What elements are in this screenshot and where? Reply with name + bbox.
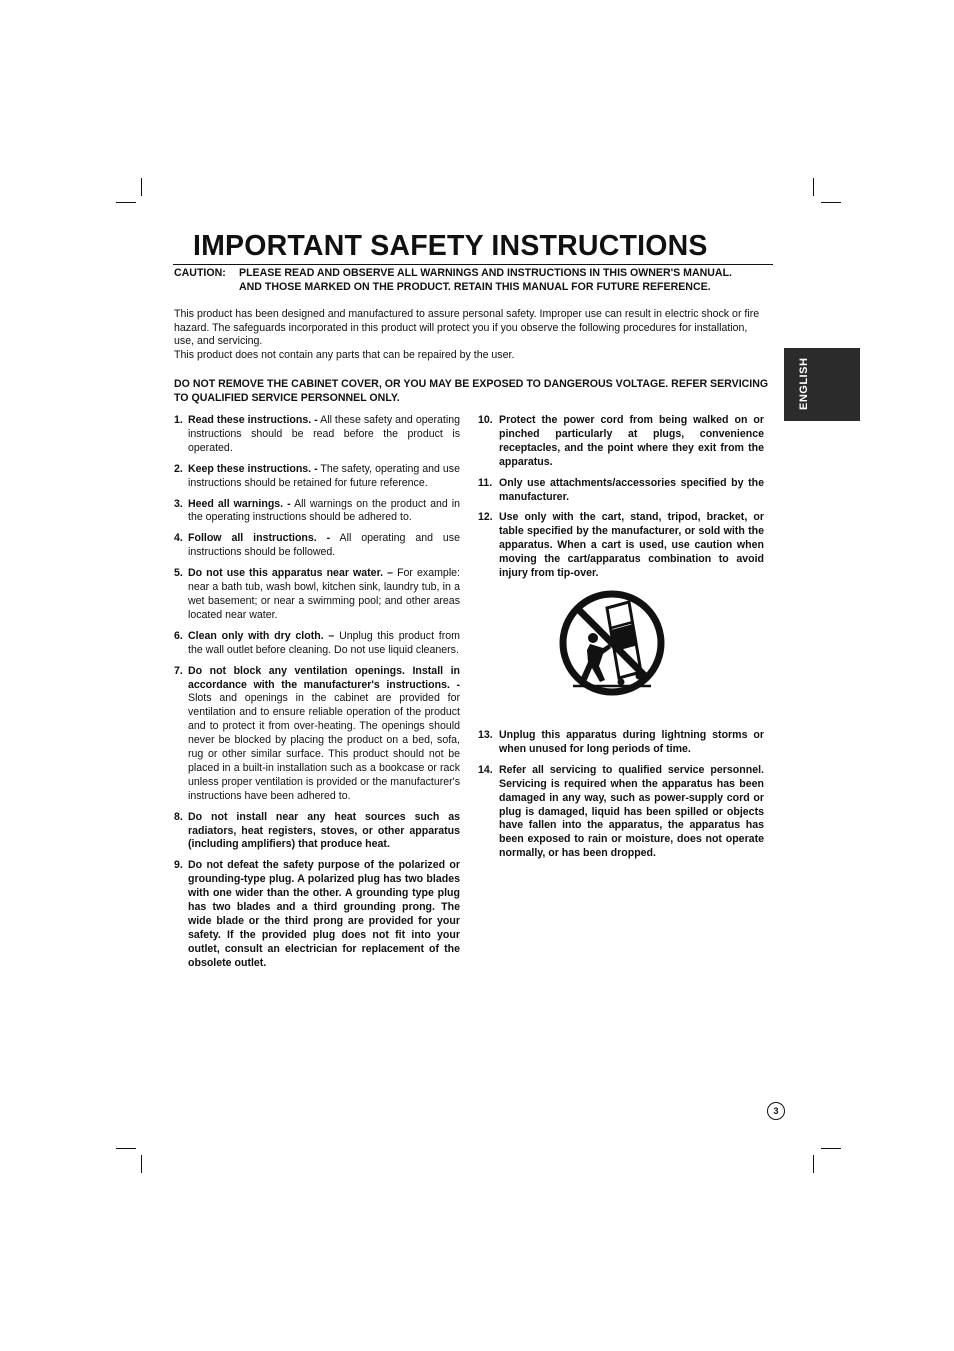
intro-paragraph: This product does not contain any parts that can be repaired by the user. [174, 349, 515, 362]
item-number: 14. [478, 763, 493, 776]
item-text: All operating and use instructions should be followed. [188, 532, 460, 559]
item-text: Protect the power cord from being walked on or pinched particularly at plugs, convenience receptacles, and the point where they exit from the apparatus. [499, 414, 764, 468]
crop-mark [116, 1148, 136, 1149]
item-heading: Read these instructions. - [188, 414, 318, 426]
list-item [174, 567, 460, 623]
instructions-right-column-lower [478, 729, 764, 868]
intro-paragraph: This product has been designed and manufactured to assure personal safety. Improper use can result in electric shock or fire hazard. The safeguards incorporated in this product will protect you if you observe the following procedures for installation, use, and servicing. [174, 308, 760, 348]
intro-text [174, 308, 764, 363]
item-heading: Do not use this apparatus near water. – [188, 567, 394, 580]
item-text: Slots and openings in the cabinet are provided for ventilation and to ensure reliable operation of the product and to protect it from over-heating. The openings should never be blocked by placing the product on a bed, sofa, rug or other similar surface. This product should not be placed in a built-in installation such as a bookcase or rack unless proper ventilation is provided or the manufacturer's instructions have been adhered to. [188, 692, 460, 802]
item-number: 1. [174, 414, 183, 426]
list-item [174, 630, 460, 658]
item-heading: Clean only with dry cloth. – [188, 629, 335, 642]
list-item [174, 811, 460, 853]
cart-tip-over-warning-icon [559, 590, 665, 696]
crop-mark [116, 202, 136, 203]
item-text: Only use attachments/accessories specified by the manufacturer. [499, 476, 764, 503]
caution-text: PLEASE READ AND OBSERVE ALL WARNINGS AND INSTRUCTIONS IN THIS OWNER'S MANUAL. AND THOSE MARKED ON THE PRODUCT. RETAIN THIS MANUAL FOR FUTURE REFERENCE. [239, 267, 732, 293]
list-item [174, 414, 460, 456]
instructions-right-column [478, 414, 764, 588]
page-title: IMPORTANT SAFETY INSTRUCTIONS [193, 230, 708, 262]
list-item [174, 532, 460, 560]
item-number: 3. [174, 497, 183, 510]
crop-mark [821, 1148, 841, 1149]
item-number: 10. [478, 414, 493, 426]
list-item [478, 764, 764, 861]
title-rule [173, 264, 773, 265]
item-number: 9. [174, 859, 183, 872]
caution-label: CAUTION: [174, 267, 226, 279]
language-tab [784, 348, 860, 421]
crop-mark [141, 178, 142, 196]
item-heading: Do not block any ventilation openings. Install in accordance with the manufacturer's instructions. - [188, 664, 460, 691]
language-tab-label: ENGLISH [798, 357, 810, 410]
item-number: 6. [174, 629, 183, 642]
item-number: 12. [478, 511, 493, 524]
item-text: Unplug this apparatus during lightning storms or when unused for long periods of time. [499, 729, 764, 755]
item-heading: Heed all warnings. - [188, 497, 291, 510]
item-text: All these safety and operating instructions should be read before the product is operated. [188, 414, 460, 454]
item-text: For example: near a bath tub, wash bowl, kitchen sink, laundry tub, in a wet basement; or near a swimming pool; and other areas located near water. [188, 567, 461, 621]
item-number: 7. [174, 664, 183, 677]
crop-mark [813, 178, 814, 196]
list-item [478, 414, 764, 470]
list-item [478, 729, 764, 757]
list-item [174, 859, 460, 970]
item-text: Unplug this product from the wall outlet before cleaning. Do not use liquid cleaners. [188, 629, 460, 656]
item-number: 13. [478, 729, 493, 741]
list-item [174, 498, 460, 526]
list-item [478, 511, 764, 581]
item-number: 8. [174, 810, 183, 823]
list-item [478, 477, 764, 505]
item-text: The safety, operating and use instructions should be retained for future reference. [188, 462, 460, 489]
crop-mark [141, 1155, 142, 1173]
page-number: 3 [767, 1102, 785, 1120]
item-heading: Do not install near any heat sources such as radiators, heat registers, stoves, or other apparatus (including amplifiers) that produce heat. [188, 810, 460, 851]
item-heading: Do not defeat the safety purpose of the polarized or grounding-type plug. A polarized plug has two blades with one wider than the other. A grounding type plug has two blades and a third grounding prong. The wide blade or the third prong are provided for your safety. If the provided plug does not fit into your outlet, consult an electrician for replacement of the obsolete outlet. [188, 859, 460, 969]
crop-mark [813, 1155, 814, 1173]
item-text: All warnings on the product and in the operating instructions should be adhered to. [188, 497, 460, 524]
list-item [174, 463, 460, 491]
instructions-left-column [174, 414, 460, 978]
item-text: Use only with the cart, stand, tripod, bracket, or table specified by the manufacturer, or sold with the apparatus. When a cart is used, use caution when moving the cart/apparatus combination to avoid injury from tip-over. [499, 511, 764, 580]
item-text: Refer all servicing to qualified service personnel. Servicing is required when the apparatus has been damaged in any way, such as power-supply cord or plug is damaged, liquid has been spilled or objects have fallen into the apparatus, the apparatus has been exposed to rain or moisture, does not operate normally, or has been dropped. [499, 763, 764, 860]
list-item [174, 665, 460, 804]
item-heading: Follow all instructions. - [188, 532, 331, 545]
crop-mark [821, 202, 841, 203]
caution-block [174, 266, 734, 294]
item-number: 2. [174, 462, 183, 475]
voltage-warning: DO NOT REMOVE THE CABINET COVER, OR YOU MAY BE EXPOSED TO DANGEROUS VOLTAGE. REFER SERVICING TO QUALIFIED SERVICE PERSONNEL ONLY. [174, 378, 769, 404]
item-heading: Keep these instructions. - [188, 462, 318, 475]
item-number: 5. [174, 567, 183, 580]
item-number: 11. [478, 476, 493, 489]
item-number: 4. [174, 532, 183, 545]
